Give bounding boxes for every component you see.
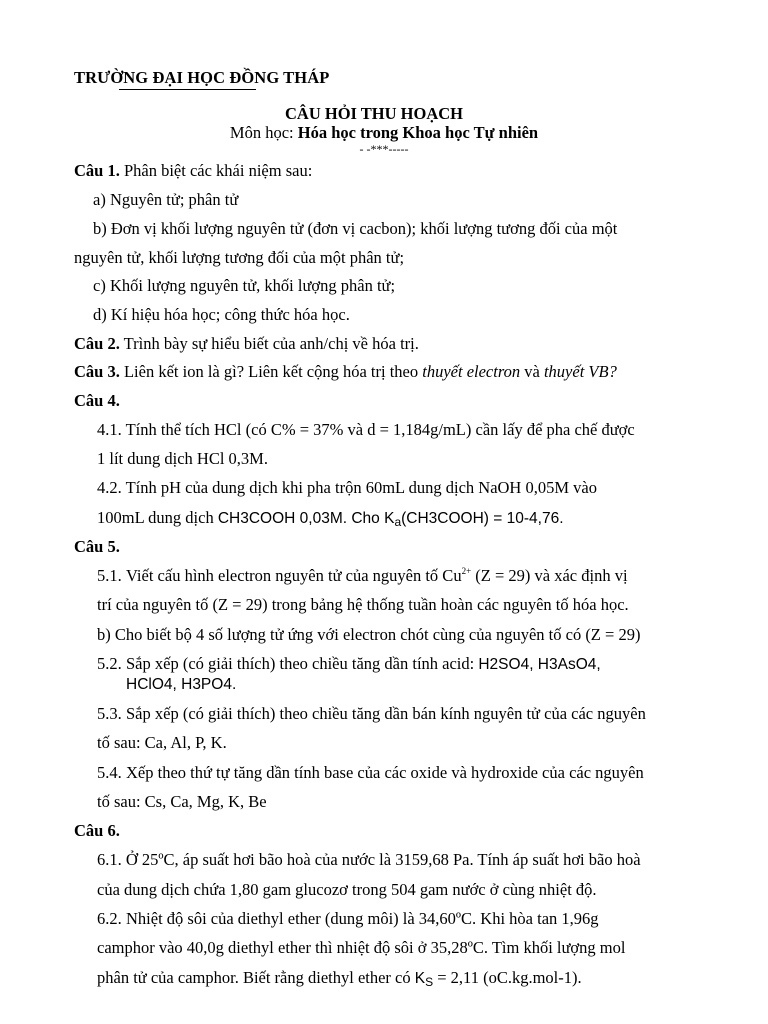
question-5-4-line2: tố sau: Cs, Ca, Mg, K, Be [97, 792, 267, 811]
question-6-2-line3 [97, 968, 582, 992]
question-5-1-number: 5.1. [97, 566, 122, 585]
question-1-label: Câu 1. [74, 161, 120, 180]
question-5-3-line2: tố sau: Ca, Al, P, K. [97, 733, 227, 752]
question-6-2-line2: camphor vào 40,0g diethyl ether thì nhiệt độ sôi ở 35,28ºC. Tìm khối lượng mol [97, 938, 626, 957]
question-5-label-text: Câu 5. [74, 537, 120, 556]
question-4-2-text-b: CH3COOH 0,03M. Cho K [217, 510, 395, 527]
question-6-1-line1: 6.1. Ở 25ºC, áp suất hơi bão hoà của nước là 3159,68 Pa. Tính áp suất hơi bão hoà [97, 850, 641, 869]
question-5-4-text: Xếp theo thứ tự tăng dần tính base của các oxide và hydroxide của các nguyên [126, 763, 644, 782]
question-1-text: Phân biệt các khái niệm sau: [119, 161, 313, 180]
question-6-2-text-3a: phân tử của camphor. Biết rằng diethyl ether có [97, 968, 415, 987]
question-4-1-line1: 4.1. Tính thể tích HCl (có C% = 37% và d = 1,184g/mL) cần lấy để pha chế được [97, 420, 635, 439]
subject-label: Môn học: [229, 123, 298, 142]
question-5-3-text: Sắp xếp (có giải thích) theo chiều tăng dần bán kính nguyên tử của các nguyên [126, 704, 646, 723]
question-5-1-superscript: 2+ [461, 566, 472, 576]
question-2 [74, 334, 419, 354]
question-6-1-line2: của dung dịch chứa 1,80 gam glucozơ trong 504 gam nước ở cùng nhiệt độ. [97, 880, 597, 899]
question-5-1-line2: trí của nguyên tố (Z = 29) trong bảng hệ thống tuần hoàn các nguyên tố hóa học. [97, 595, 629, 614]
question-3 [74, 362, 617, 382]
question-6-label-text: Câu 6. [74, 821, 120, 840]
question-5-4-line1 [97, 763, 644, 783]
question-5-2-number: 5.2. [97, 654, 122, 673]
question-5-1-text-a: Viết cấu hình electron nguyên tử của nguyên tố Cu [126, 566, 462, 585]
question-1-a: a) Nguyên tử; phân tử [93, 190, 239, 209]
question-6-2-line1 [97, 909, 599, 929]
question-5-3-line1 [97, 704, 646, 724]
question-1-b-line1: b) Đơn vị khối lượng nguyên tử (đơn vị cacbon); khối lượng tương đối của một [93, 219, 618, 238]
question-5-2-line2: HClO4, H3PO4. [126, 676, 237, 693]
question-1-c: c) Khối lượng nguyên tử, khối lượng phân tử; [93, 276, 396, 295]
school-underline [119, 89, 256, 90]
question-3-italic-1: thuyết electron [422, 362, 521, 381]
question-3-label: Câu 3. [74, 362, 120, 381]
question-6-2-text-3c: = 2,11 (oC.kg.mol-1). [433, 968, 582, 987]
question-4-2-subscript: a [394, 515, 402, 529]
question-3-text: Liên kết ion là gì? Liên kết cộng hóa trị theo [119, 362, 423, 381]
question-6-2-text-1: Nhiệt độ sôi của diethyl ether (dung môi) là 34,60ºC. Khi hòa tan 1,96g [126, 909, 599, 928]
question-5-2-text-a: Sắp xếp (có giải thích) theo chiều tăng dần tính acid: [126, 654, 479, 673]
question-4-2-line1: 4.2. Tính pH của dung dịch khi pha trộn 60mL dung dịch NaOH 0,05M vào [97, 478, 597, 497]
question-1-d: d) Kí hiệu hóa học; công thức hóa học. [93, 305, 350, 324]
question-6-2-ks-subscript: S [425, 975, 434, 989]
question-3-italic-2: thuyết VB? [543, 362, 617, 381]
question-2-text: Trình bày sự hiểu biết của anh/chị về hóa trị. [119, 334, 419, 353]
question-5-1-line1 [97, 566, 628, 586]
question-6-2-ks: K [414, 970, 426, 987]
question-4-2-line2 [97, 508, 564, 532]
subject-line [0, 123, 768, 143]
question-5-3-number: 5.3. [97, 704, 122, 723]
question-5-b: b) Cho biết bộ 4 số lượng tử ứng với electron chót cùng của nguyên tố có (Z = 29) [97, 625, 641, 644]
question-5-1-text-b: (Z = 29) và xác định vị [471, 566, 628, 585]
question-4-1-line2: 1 lít dung dịch HCl 0,3M. [97, 449, 268, 468]
question-5-4-number: 5.4. [97, 763, 122, 782]
question-4-2-text-a: 100mL dung dịch [97, 508, 218, 527]
school-name: TRƯỜNG ĐẠI HỌC ĐỒNG THÁP [74, 68, 330, 87]
question-3-mid: và [520, 362, 544, 381]
question-1 [74, 161, 312, 181]
question-4-label-text: Câu 4. [74, 391, 120, 410]
question-6-label [74, 821, 120, 841]
question-4-2-text-c: (CH3COOH) = 10-4,76. [401, 510, 564, 527]
question-5-label [74, 537, 120, 557]
question-4-label [74, 391, 120, 411]
document-title: CÂU HỎI THU HOẠCH [284, 104, 463, 123]
question-6-2-number: 6.2. [97, 909, 122, 928]
question-2-label: Câu 2. [74, 334, 120, 353]
subject-name: Hóa học trong Khoa học Tự nhiên [297, 123, 539, 142]
separator: - -***----- [359, 142, 409, 156]
question-5-2-line1 [97, 654, 601, 675]
question-1-b-line2: nguyên tử, khối lượng tương đối của một phân tử; [74, 248, 405, 267]
question-5-2-formulas: H2SO4, H3AsO4, [478, 656, 601, 673]
